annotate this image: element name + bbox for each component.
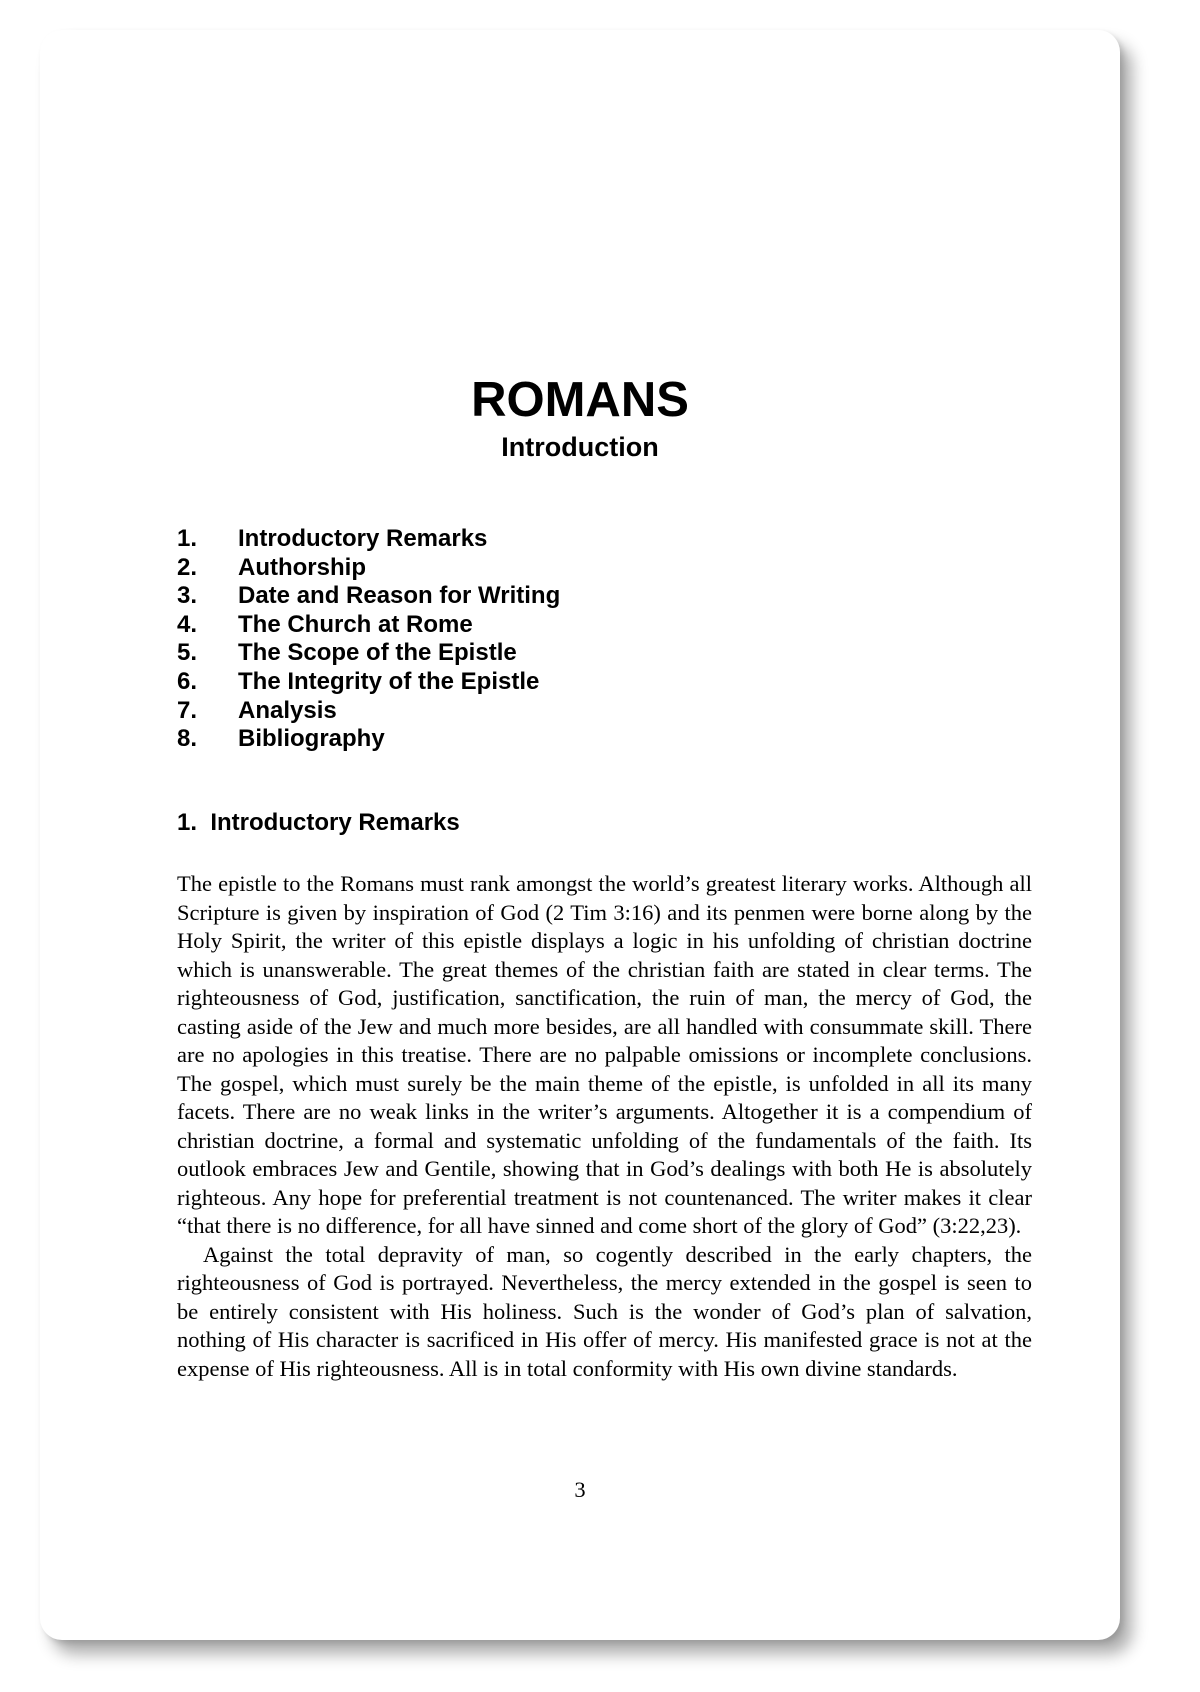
body-paragraph: Against the total depravity of man, so cogently described in the early chapters, the righteousness of God is portrayed. Nevertheless, the mercy extended in the gospel is seen to be entirely consistent with His holiness. Such is the wonder of God’s plan of salvation, nothing of His character is sacrificed in His offer of mercy. His manifested grace is not at the expense of His righteousness. All is in total conformity with His own divine standards. [177,1241,1032,1381]
toc-item [177,668,560,697]
toc-item [177,611,560,640]
toc-item-number: 8. [177,725,198,753]
toc-item [177,725,560,754]
table-of-contents [177,525,560,754]
toc-item-number: 3. [177,582,198,610]
toc-item-number: 4. [177,610,198,638]
toc-item-label: Introductory Remarks [238,525,488,552]
section-heading: 1. Introductory Remarks [177,809,460,836]
toc-item-number: 6. [177,667,198,695]
toc-item-label: The Church at Rome [238,610,473,638]
toc-item-number: 5. [177,639,198,667]
toc-item-label: Authorship [238,553,366,581]
section-body [177,870,1032,1383]
toc-item-number: 2. [177,553,198,581]
book-title: ROMANS [471,373,689,427]
toc-item [177,639,560,668]
body-paragraph: The epistle to the Romans must rank amongst the world’s greatest literary works. Although all Scripture is given by inspiration of God (2 Tim 3:16) and its penmen were borne along by the Holy Spirit, the writer of this epistle displays a logic in his unfolding of christian doctrine which is unanswerable. The great themes of the christian faith are stated in clear terms. The righteousness of God, justification, sanctification, the ruin of man, the mercy of God, the casting aside of the Jew and much more besides, are all handled with consummate skill. There are no apologies in this treatise. There are no palpable omissions or incomplete conclusions. The gospel, which must surely be the main theme of the epistle, is unfolded in all its many facets. There are no weak links in the writer’s arguments. Altogether it is a compendium of christian doctrine, a formal and systematic unfolding of the fundamentals of the faith. Its outlook embraces Jew and Gentile, showing that in God’s dealings with both He is absolutely righteous. Any hope for preferential treatment is not countenanced. The writer makes it clear “that there is no difference, for all have sinned and come short of the glory of God” (3:22,23). [177,871,1032,1238]
toc-item-label: The Scope of the Epistle [238,639,517,667]
toc-item-label: Analysis [238,696,337,724]
toc-item-number: 1. [177,525,198,552]
toc-item-number: 7. [177,696,198,724]
toc-item [177,554,560,583]
toc-item [177,697,560,726]
toc-item [177,582,560,611]
page-number: 3 [574,1477,586,1502]
book-subtitle: Introduction [501,432,659,462]
toc-item-label: Date and Reason for Writing [238,582,561,610]
toc-item [177,525,560,554]
toc-item-label: Bibliography [238,725,385,753]
toc-item-label: The Integrity of the Epistle [238,667,540,695]
